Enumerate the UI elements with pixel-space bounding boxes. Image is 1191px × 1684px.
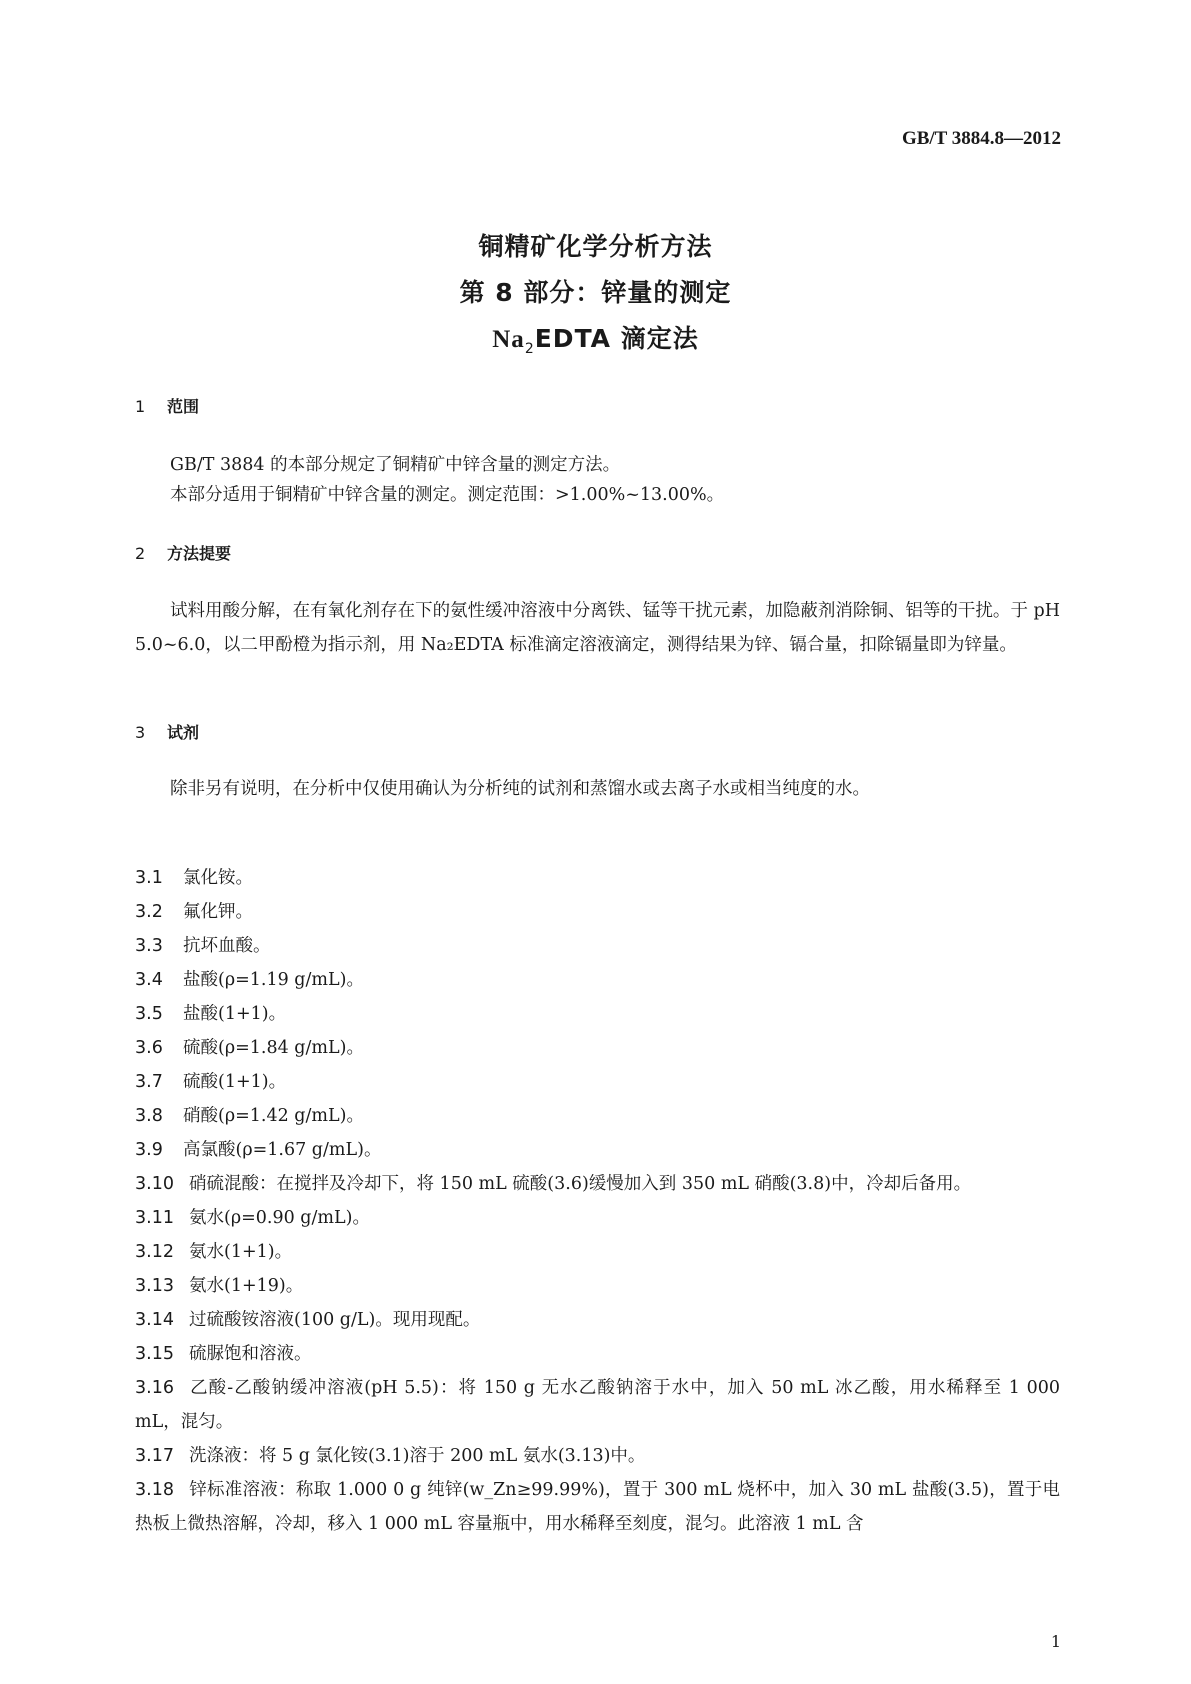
item-text: 过硫酸铵溶液(100 g/L)。现用现配。 bbox=[189, 1310, 481, 1330]
title-line-2: 第 8 部分：锌量的测定 bbox=[459, 278, 732, 307]
item-text: 氨水(ρ=0.90 g/mL)。 bbox=[189, 1208, 370, 1228]
item-number: 3.5 bbox=[135, 1004, 163, 1024]
title-formula-prefix: Na bbox=[492, 326, 525, 353]
section-number: 2 bbox=[135, 544, 146, 563]
scope-paragraph-1: GB/T 3884 的本部分规定了铜精矿中锌含量的测定方法。 bbox=[170, 455, 621, 475]
item-number: 3.11 bbox=[135, 1208, 174, 1228]
title-formula-subscript: 2 bbox=[524, 341, 535, 357]
item-number: 3.9 bbox=[135, 1140, 163, 1160]
item-number: 3.18 bbox=[135, 1480, 174, 1500]
reagent-item bbox=[135, 1235, 1060, 1269]
title-method-name: EDTA 滴定法 bbox=[534, 324, 699, 353]
reagent-list bbox=[135, 861, 1060, 1541]
item-text: 抗坏血酸。 bbox=[183, 936, 271, 956]
section-number: 3 bbox=[135, 723, 146, 742]
title-line-3 bbox=[0, 316, 1191, 372]
item-text: 氨水(1+1)。 bbox=[189, 1242, 293, 1262]
item-text: 乙酸-乙酸钠缓冲溶液(pH 5.5)：将 150 g 无水乙酸钠溶于水中，加入 50 mL 冰乙酸，用水稀释至 1 000 mL，混匀。 bbox=[135, 1378, 1060, 1432]
reagent-item bbox=[135, 1473, 1060, 1541]
section-title: 试剂 bbox=[167, 723, 200, 742]
page-number: 1 bbox=[1050, 1632, 1061, 1651]
reagent-item bbox=[135, 1167, 1060, 1201]
reagent-item bbox=[135, 1303, 1060, 1337]
item-text: 硝硫混酸：在搅拌及冷却下，将 150 mL 硫酸(3.6)缓慢加入到 350 mL 硝酸(3.8)中，冷却后备用。 bbox=[189, 1174, 972, 1194]
principle-paragraph: 试料用酸分解，在有氧化剂存在下的氨性缓冲溶液中分离铁、锰等干扰元素，加隐蔽剂消除铜、铝等的干扰。于 pH 5.0~6.0，以二甲酚橙为指示剂，用 Na₂EDTA 标准滴定溶液滴定，测得结果为锌、镉合量，扣除镉量即为锌量。 bbox=[135, 601, 1060, 655]
item-text: 盐酸(1+1)。 bbox=[183, 1004, 287, 1024]
reagent-item bbox=[135, 929, 1060, 963]
standard-number: GB/T 3884.8—2012 bbox=[901, 128, 1061, 149]
section-number: 1 bbox=[135, 397, 146, 416]
item-text: 氟化钾。 bbox=[183, 902, 253, 922]
reagent-item bbox=[135, 1201, 1060, 1235]
reagent-item bbox=[135, 1133, 1060, 1167]
item-text: 洗涤液：将 5 g 氯化铵(3.1)溶于 200 mL 氨水(3.13)中。 bbox=[189, 1446, 646, 1466]
reagent-item bbox=[135, 1439, 1060, 1473]
item-number: 3.6 bbox=[135, 1038, 163, 1058]
item-text: 硝酸(ρ=1.42 g/mL)。 bbox=[183, 1106, 364, 1126]
reagent-item bbox=[135, 1371, 1060, 1439]
reagent-item bbox=[135, 997, 1060, 1031]
item-number: 3.10 bbox=[135, 1174, 174, 1194]
item-number: 3.17 bbox=[135, 1446, 174, 1466]
reagent-item bbox=[135, 1269, 1060, 1303]
document-title bbox=[0, 224, 1191, 372]
item-text: 盐酸(ρ=1.19 g/mL)。 bbox=[183, 970, 364, 990]
section-heading-principle bbox=[135, 541, 231, 564]
item-text: 高氯酸(ρ=1.67 g/mL)。 bbox=[183, 1140, 382, 1160]
item-number: 3.12 bbox=[135, 1242, 174, 1262]
reagent-item bbox=[135, 1031, 1060, 1065]
item-text: 氯化铵。 bbox=[183, 868, 253, 888]
item-text: 锌标准溶液：称取 1.000 0 g 纯锌(w_Zn≥99.99%)，置于 300 mL 烧杯中，加入 30 mL 盐酸(3.5)，置于电热板上微热溶解，冷却，移入 1 000 mL 容量瓶中，用水稀释至刻度，混匀。此溶液 1 mL 含 bbox=[135, 1480, 1060, 1534]
reagent-item bbox=[135, 963, 1060, 997]
reagent-item bbox=[135, 1337, 1060, 1371]
item-number: 3.13 bbox=[135, 1276, 174, 1296]
item-number: 3.16 bbox=[135, 1378, 174, 1398]
item-text: 硫酸(1+1)。 bbox=[183, 1072, 287, 1092]
item-text: 硫酸(ρ=1.84 g/mL)。 bbox=[183, 1038, 364, 1058]
section-title: 方法提要 bbox=[167, 544, 232, 563]
scope-paragraph-2: 本部分适用于铜精矿中锌含量的测定。测定范围：>1.00%~13.00%。 bbox=[170, 485, 725, 505]
item-text: 氨水(1+19)。 bbox=[189, 1276, 304, 1296]
reagent-item bbox=[135, 1099, 1060, 1133]
item-number: 3.2 bbox=[135, 902, 163, 922]
section-heading-scope bbox=[135, 394, 199, 417]
item-text: 硫脲饱和溶液。 bbox=[189, 1344, 312, 1364]
item-number: 3.4 bbox=[135, 970, 163, 990]
item-number: 3.1 bbox=[135, 868, 163, 888]
item-number: 3.14 bbox=[135, 1310, 174, 1330]
item-number: 3.8 bbox=[135, 1106, 163, 1126]
section-title: 范围 bbox=[167, 397, 200, 416]
reagent-item bbox=[135, 1065, 1060, 1099]
item-number: 3.15 bbox=[135, 1344, 174, 1364]
item-number: 3.7 bbox=[135, 1072, 163, 1092]
reagent-item bbox=[135, 895, 1060, 929]
reagents-intro: 除非另有说明，在分析中仅使用确认为分析纯的试剂和蒸馏水或去离子水或相当纯度的水。 bbox=[170, 779, 870, 799]
title-line-1: 铜精矿化学分析方法 bbox=[478, 232, 713, 261]
item-number: 3.3 bbox=[135, 936, 163, 956]
section-heading-reagents bbox=[135, 720, 199, 743]
reagent-item bbox=[135, 861, 1060, 895]
